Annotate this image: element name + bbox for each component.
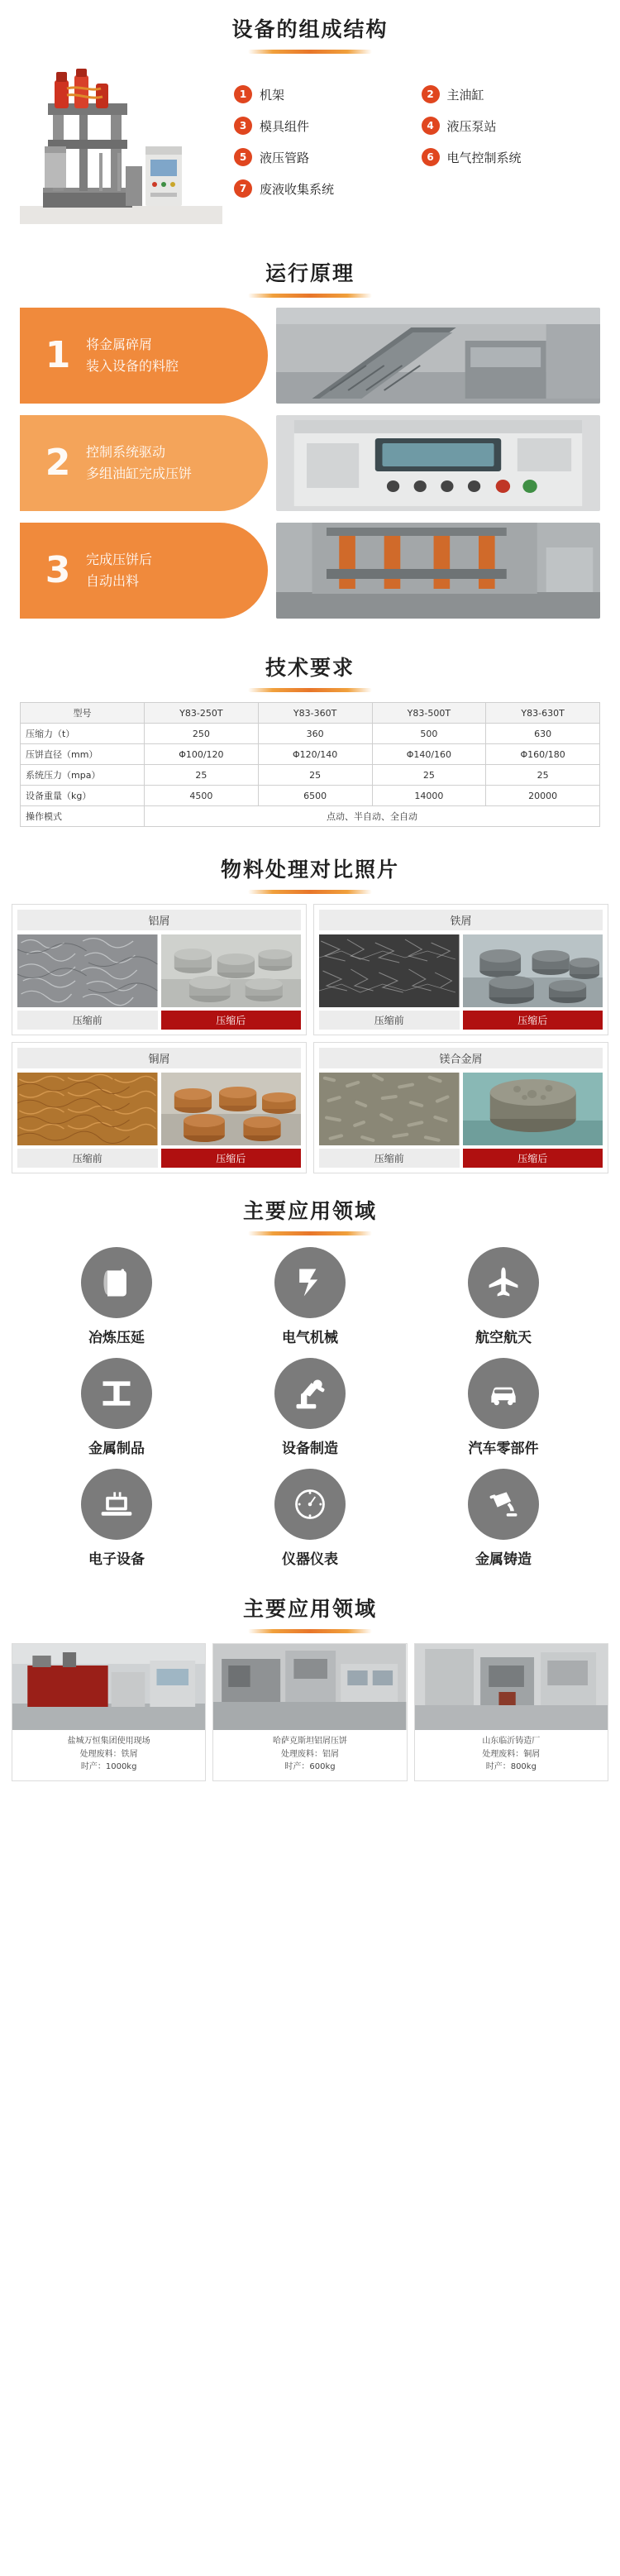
material-block-aluminum bbox=[12, 904, 307, 1035]
cases-section bbox=[0, 1638, 620, 1790]
application-item-2 bbox=[213, 1247, 407, 1346]
electronics-icon bbox=[98, 1486, 135, 1522]
step-number: 3 bbox=[45, 549, 71, 591]
step-text bbox=[81, 334, 179, 378]
principle-section bbox=[0, 303, 620, 638]
icon-circle bbox=[81, 1358, 152, 1429]
machine-photo bbox=[20, 67, 222, 224]
table-cell: 630 bbox=[486, 724, 600, 744]
badge-number: 3 bbox=[234, 117, 252, 135]
material-photos bbox=[319, 934, 603, 1030]
material-before-caption: 压缩前 bbox=[319, 1149, 460, 1168]
case-output: 时产：600kg bbox=[284, 1762, 336, 1771]
application-item-5 bbox=[213, 1358, 407, 1457]
icon-circle bbox=[274, 1358, 346, 1429]
material-photos bbox=[17, 934, 301, 1030]
step-photo-discharge bbox=[276, 523, 600, 619]
structure-item-2 bbox=[422, 85, 601, 103]
material-after-photo bbox=[463, 1073, 603, 1145]
icon-circle bbox=[468, 1469, 539, 1540]
material-before-caption: 压缩前 bbox=[17, 1149, 158, 1168]
row-header: 压缩力（t） bbox=[21, 724, 145, 744]
material-after-cell bbox=[463, 934, 603, 1030]
table-cell: 20000 bbox=[486, 786, 600, 806]
badge-number: 6 bbox=[422, 148, 440, 166]
step-card bbox=[20, 523, 268, 619]
material-after-cell bbox=[463, 1073, 603, 1168]
material-before-caption: 压缩前 bbox=[17, 1011, 158, 1030]
application-item-9 bbox=[407, 1469, 600, 1568]
auto-parts-icon bbox=[485, 1375, 522, 1412]
structure-item-label: 模具组件 bbox=[260, 118, 310, 134]
section-title-principle bbox=[0, 244, 620, 303]
material-after-caption: 压缩后 bbox=[463, 1011, 603, 1030]
material-photos bbox=[319, 1073, 603, 1168]
column-header: Y83-360T bbox=[258, 703, 372, 724]
case-body bbox=[415, 1730, 608, 1780]
material-before-photo bbox=[319, 1073, 460, 1145]
structure-section bbox=[0, 59, 620, 244]
material-after-caption: 压缩后 bbox=[161, 1011, 302, 1030]
section-title-materials-text: 物料处理对比照片 bbox=[220, 858, 399, 882]
table-cell: 25 bbox=[372, 765, 486, 786]
section-title-cases-text: 主要应用领域 bbox=[242, 1597, 377, 1621]
application-label: 航空航天 bbox=[475, 1330, 532, 1346]
material-before-photo bbox=[17, 934, 158, 1007]
application-item-4 bbox=[20, 1358, 213, 1457]
specs-table bbox=[20, 702, 600, 827]
title-underline bbox=[248, 294, 372, 298]
site-photo-1-illustration bbox=[12, 1644, 205, 1730]
badge-number: 4 bbox=[422, 117, 440, 135]
case-output: 时产：800kg bbox=[485, 1762, 537, 1771]
section-title-specs bbox=[0, 638, 620, 697]
discharge-illustration bbox=[276, 523, 600, 619]
structure-item-3 bbox=[234, 117, 413, 135]
application-label: 电子设备 bbox=[88, 1551, 145, 1568]
material-before-cell bbox=[17, 1073, 158, 1168]
material-photos bbox=[17, 1073, 301, 1168]
application-item-3 bbox=[407, 1247, 600, 1346]
metal-products-icon bbox=[98, 1375, 135, 1412]
table-row bbox=[21, 806, 600, 827]
site-photo-2-illustration bbox=[213, 1644, 406, 1730]
machine-illustration bbox=[20, 67, 222, 224]
table-cell: Φ100/120 bbox=[145, 744, 259, 765]
principle-step-2 bbox=[20, 415, 600, 511]
badge-number: 1 bbox=[234, 85, 252, 103]
table-cell: Φ140/160 bbox=[372, 744, 486, 765]
case-body bbox=[12, 1730, 205, 1780]
step-card bbox=[20, 308, 268, 404]
step-number: 2 bbox=[45, 442, 71, 484]
material-name: 铁屑 bbox=[319, 910, 603, 930]
table-cell: 25 bbox=[145, 765, 259, 786]
title-underline bbox=[248, 50, 372, 54]
principle-step-3 bbox=[20, 523, 600, 619]
material-before-cell bbox=[319, 934, 460, 1030]
case-material: 处理废料：铜屑 bbox=[482, 1749, 541, 1759]
section-title-applications-text: 主要应用领域 bbox=[242, 1199, 377, 1223]
material-before-caption: 压缩前 bbox=[319, 1011, 460, 1030]
application-label: 电气机械 bbox=[282, 1330, 338, 1346]
material-block-magnesium bbox=[313, 1042, 608, 1173]
case-output: 时产：1000kg bbox=[80, 1762, 137, 1771]
structure-item-label: 液压泵站 bbox=[446, 118, 497, 134]
structure-item-label: 机架 bbox=[260, 87, 285, 103]
case-material: 处理废料：铝屑 bbox=[280, 1749, 339, 1759]
material-after-photo bbox=[161, 1073, 302, 1145]
structure-item-label: 液压管路 bbox=[260, 150, 310, 165]
table-cell: 250 bbox=[145, 724, 259, 744]
application-label: 冶炼压延 bbox=[88, 1330, 145, 1346]
section-title-applications bbox=[0, 1182, 620, 1240]
material-block-copper bbox=[12, 1042, 307, 1173]
specs-section bbox=[0, 697, 620, 840]
structure-item-6 bbox=[422, 148, 601, 166]
structure-item-5 bbox=[234, 148, 413, 166]
title-underline bbox=[248, 688, 372, 692]
magnesium-chips-illustration bbox=[319, 1073, 460, 1145]
material-name: 铝屑 bbox=[17, 910, 301, 930]
badge-number: 5 bbox=[234, 148, 252, 166]
section-title-cases bbox=[0, 1580, 620, 1638]
column-header: Y83-500T bbox=[372, 703, 486, 724]
table-cell: 360 bbox=[258, 724, 372, 744]
row-header: 设备重量（kg） bbox=[21, 786, 145, 806]
material-before-cell bbox=[319, 1073, 460, 1168]
application-label: 仪器仪表 bbox=[282, 1551, 338, 1568]
material-after-cell bbox=[161, 934, 302, 1030]
electric-machinery-icon bbox=[292, 1264, 328, 1301]
structure-item-label: 废液收集系统 bbox=[260, 181, 335, 197]
title-underline bbox=[248, 1629, 372, 1633]
aluminum-briquettes-illustration bbox=[161, 934, 302, 1007]
step-number: 1 bbox=[45, 334, 71, 376]
section-title-materials bbox=[0, 840, 620, 899]
applications-grid bbox=[20, 1247, 600, 1568]
material-name: 铜屑 bbox=[17, 1048, 301, 1068]
aluminum-chips-illustration bbox=[17, 934, 158, 1007]
material-after-cell bbox=[161, 1073, 302, 1168]
case-photo bbox=[415, 1644, 608, 1730]
material-after-photo bbox=[161, 934, 302, 1007]
material-name: 镁合金屑 bbox=[319, 1048, 603, 1068]
material-before-photo bbox=[319, 934, 460, 1007]
badge-number: 7 bbox=[234, 179, 252, 198]
column-header: Y83-250T bbox=[145, 703, 259, 724]
section-title-structure-text: 设备的组成结构 bbox=[231, 17, 389, 41]
table-cell: 14000 bbox=[372, 786, 486, 806]
instrument-icon bbox=[292, 1486, 328, 1522]
table-row bbox=[21, 786, 600, 806]
metal-rolling-icon bbox=[98, 1264, 135, 1301]
step-photo-conveyor bbox=[276, 308, 600, 404]
material-after-caption: 压缩后 bbox=[161, 1149, 302, 1168]
section-title-specs-text: 技术要求 bbox=[265, 656, 355, 680]
equipment-manufacturing-icon bbox=[292, 1375, 328, 1412]
material-after-photo bbox=[463, 934, 603, 1007]
table-row bbox=[21, 724, 600, 744]
conveyor-illustration bbox=[276, 308, 600, 404]
control-panel-illustration bbox=[276, 415, 600, 511]
application-item-1 bbox=[20, 1247, 213, 1346]
material-block-iron bbox=[313, 904, 608, 1035]
iron-chips-illustration bbox=[319, 934, 460, 1007]
icon-circle bbox=[468, 1358, 539, 1429]
aerospace-icon bbox=[485, 1264, 522, 1301]
case-card-2 bbox=[212, 1643, 407, 1781]
case-site: 盐城万恒集团使用现场 bbox=[67, 1737, 150, 1746]
copper-briquettes-illustration bbox=[161, 1073, 302, 1145]
application-item-7 bbox=[20, 1469, 213, 1568]
case-photo bbox=[12, 1644, 205, 1730]
step-line-1: 将金属碎屑 bbox=[86, 336, 153, 352]
table-cell: 4500 bbox=[145, 786, 259, 806]
icon-circle bbox=[274, 1247, 346, 1318]
table-cell: 点动、半自动、全自动 bbox=[145, 806, 600, 827]
row-header: 系统压力（mpa） bbox=[21, 765, 145, 786]
application-item-8 bbox=[213, 1469, 407, 1568]
step-line-2: 自动出料 bbox=[86, 573, 140, 589]
metal-casting-icon bbox=[485, 1486, 522, 1522]
application-label: 金属铸造 bbox=[475, 1551, 532, 1568]
step-photo-control-panel bbox=[276, 415, 600, 511]
materials-section bbox=[0, 899, 620, 1182]
icon-circle bbox=[81, 1469, 152, 1540]
material-after-caption: 压缩后 bbox=[463, 1149, 603, 1168]
step-line-1: 完成压饼后 bbox=[86, 551, 153, 567]
structure-item-1 bbox=[234, 85, 413, 103]
section-title-structure bbox=[0, 0, 620, 59]
step-line-1: 控制系统驱动 bbox=[86, 443, 166, 460]
structure-item-7 bbox=[234, 179, 413, 198]
iron-briquettes-illustration bbox=[463, 934, 603, 1007]
case-site: 哈萨克斯坦铝屑压饼 bbox=[272, 1737, 347, 1746]
application-item-6 bbox=[407, 1358, 600, 1457]
table-cell: 500 bbox=[372, 724, 486, 744]
structure-item-label: 电气控制系统 bbox=[446, 150, 522, 165]
table-cell: 6500 bbox=[258, 786, 372, 806]
application-label: 金属制品 bbox=[88, 1441, 145, 1457]
icon-circle bbox=[274, 1469, 346, 1540]
cases-grid bbox=[12, 1643, 608, 1781]
step-text bbox=[81, 549, 152, 593]
icon-circle bbox=[81, 1247, 152, 1318]
structure-item-label: 主油缸 bbox=[446, 87, 484, 103]
column-header: 型号 bbox=[21, 703, 145, 724]
case-photo bbox=[213, 1644, 406, 1730]
badge-number: 2 bbox=[422, 85, 440, 103]
title-underline bbox=[248, 1231, 372, 1235]
table-cell: Φ120/140 bbox=[258, 744, 372, 765]
title-underline bbox=[248, 890, 372, 894]
case-card-3 bbox=[414, 1643, 608, 1781]
section-title-principle-text: 运行原理 bbox=[265, 261, 355, 285]
table-row bbox=[21, 744, 600, 765]
table-row bbox=[21, 765, 600, 786]
case-card-1 bbox=[12, 1643, 206, 1781]
structure-item-list bbox=[222, 67, 600, 198]
step-line-2: 装入设备的料腔 bbox=[86, 358, 179, 374]
copper-chips-illustration bbox=[17, 1073, 158, 1145]
table-cell: 25 bbox=[258, 765, 372, 786]
material-before-photo bbox=[17, 1073, 158, 1145]
table-cell: Φ160/180 bbox=[486, 744, 600, 765]
application-label: 设备制造 bbox=[282, 1441, 338, 1457]
row-header: 操作模式 bbox=[21, 806, 145, 827]
magnesium-briquette-illustration bbox=[463, 1073, 603, 1145]
icon-circle bbox=[468, 1247, 539, 1318]
structure-item-4 bbox=[422, 117, 601, 135]
material-before-cell bbox=[17, 934, 158, 1030]
materials-grid bbox=[12, 904, 608, 1173]
application-label: 汽车零部件 bbox=[468, 1441, 539, 1457]
step-card bbox=[20, 415, 268, 511]
case-body bbox=[213, 1730, 406, 1780]
table-header-row bbox=[21, 703, 600, 724]
case-material: 处理废料：铁屑 bbox=[79, 1749, 138, 1759]
step-line-2: 多组油缸完成压饼 bbox=[86, 466, 193, 481]
site-photo-3-illustration bbox=[415, 1644, 608, 1730]
principle-step-1 bbox=[20, 308, 600, 404]
row-header: 压饼直径（mm） bbox=[21, 744, 145, 765]
column-header: Y83-630T bbox=[486, 703, 600, 724]
applications-section bbox=[0, 1240, 620, 1580]
step-text bbox=[81, 442, 192, 485]
case-site: 山东临沂铸造厂 bbox=[482, 1737, 541, 1746]
table-cell: 25 bbox=[486, 765, 600, 786]
